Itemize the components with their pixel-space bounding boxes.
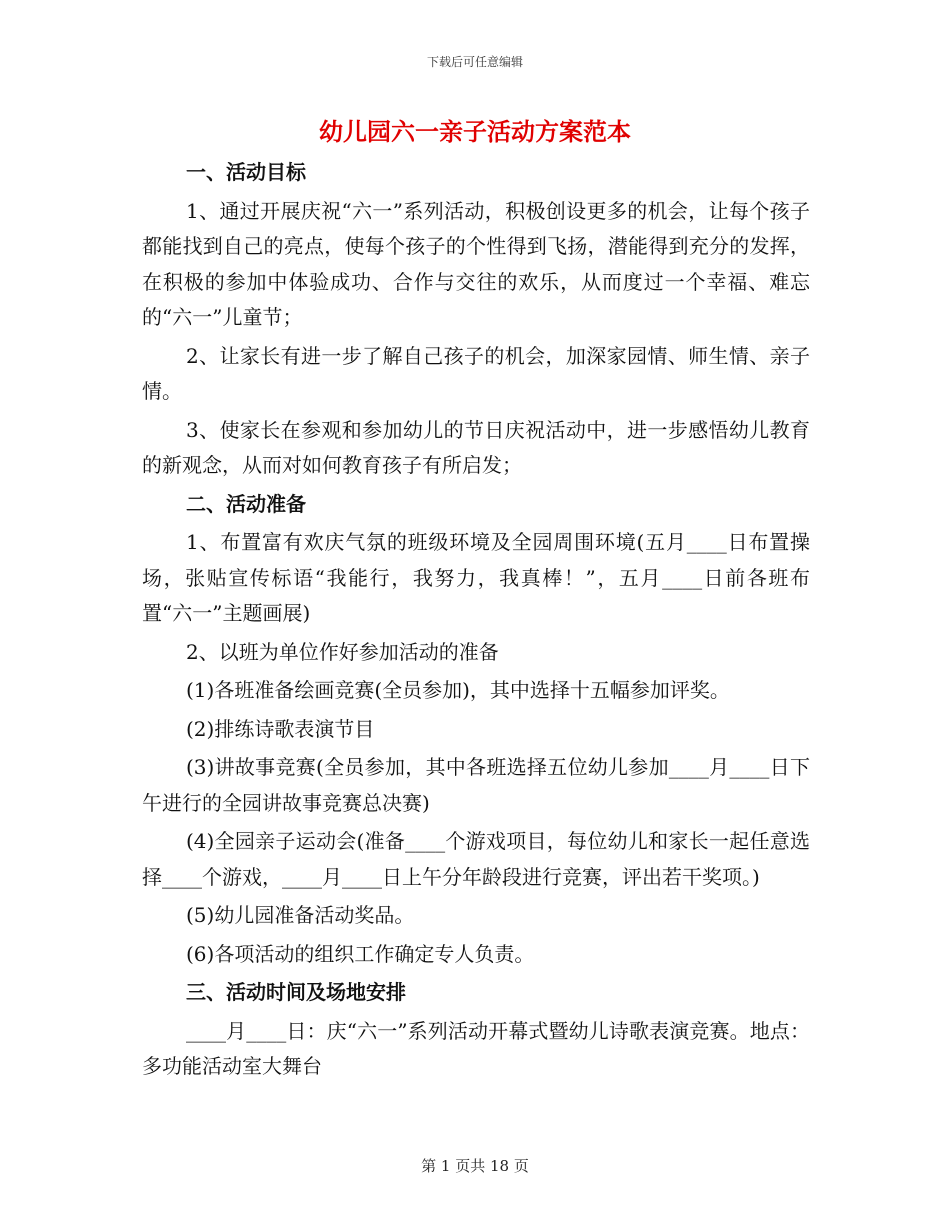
- page-footer: 第 1 页共 18 页: [421, 1157, 529, 1175]
- section-2-paragraph-1: 1、布置富有欢庆气氛的班级环境及全园周围环境(五月____日布置操场，张贴宣传标语“我能行，我努力，我真棒！”，五月____日前各班布置“六一”主题画展): [142, 530, 810, 625]
- header-note: 下载后可任意编辑: [426, 55, 523, 69]
- section-2-item-2: (2)排练诗歌表演节目: [186, 716, 375, 741]
- document-body: [142, 155, 810, 1085]
- section-2-paragraph-2: 2、以班为单位作好参加活动的准备: [186, 639, 499, 664]
- section-2-item-5: (5)幼儿园准备活动奖品。: [186, 903, 415, 927]
- section-1-paragraph-2: 2、让家长有进一步了解自己孩子的机会，加深家园情、师生情、亲子情。: [142, 343, 810, 403]
- document-title: 幼儿园六一亲子活动方案范本: [319, 118, 631, 146]
- section-2-item-4: (4)全园亲子运动会(准备____个游戏项目，每位幼儿和家长一起任意选择____个游戏，____月____日上午分年龄段进行竞赛，评出若干奖项。): [142, 829, 810, 889]
- section-1-paragraph-3: 3、使家长在参观和参加幼儿的节日庆祝活动中，进一步感悟幼儿教育的新观念，从而对如何教育孩子有所启发；: [142, 417, 810, 477]
- section-1-heading: 一、活动目标: [186, 160, 306, 184]
- section-3-paragraph-1: ____月____日：庆“六一”系列活动开幕式暨幼儿诗歌表演竞赛。地点：多功能活动室大舞台: [142, 1018, 810, 1078]
- section-2-heading: 二、活动准备: [186, 491, 306, 516]
- section-3-heading: 三、活动时间及场地安排: [186, 980, 406, 1004]
- section-2-item-3: (3)讲故事竞赛(全员参加，其中各班选择五位幼儿参加____月____日下午进行的全园讲故事竞赛总决赛): [142, 755, 810, 815]
- section-2-item-6: (6)各项活动的组织工作确定专人负责。: [186, 941, 535, 966]
- section-2-item-1: (1)各班准备绘画竞赛(全员参加)，其中选择十五幅参加评奖。: [186, 678, 730, 702]
- section-1-paragraph-1: 1、通过开展庆祝“六一”系列活动，积极创设更多的机会，让每个孩子都能找到自己的亮点，使每个孩子的个性得到飞扬，潜能得到充分的发挥，在积极的参加中体验成功、合作与交往的欢乐，从而度过一个幸福、难忘的“六一”儿童节；: [142, 198, 810, 329]
